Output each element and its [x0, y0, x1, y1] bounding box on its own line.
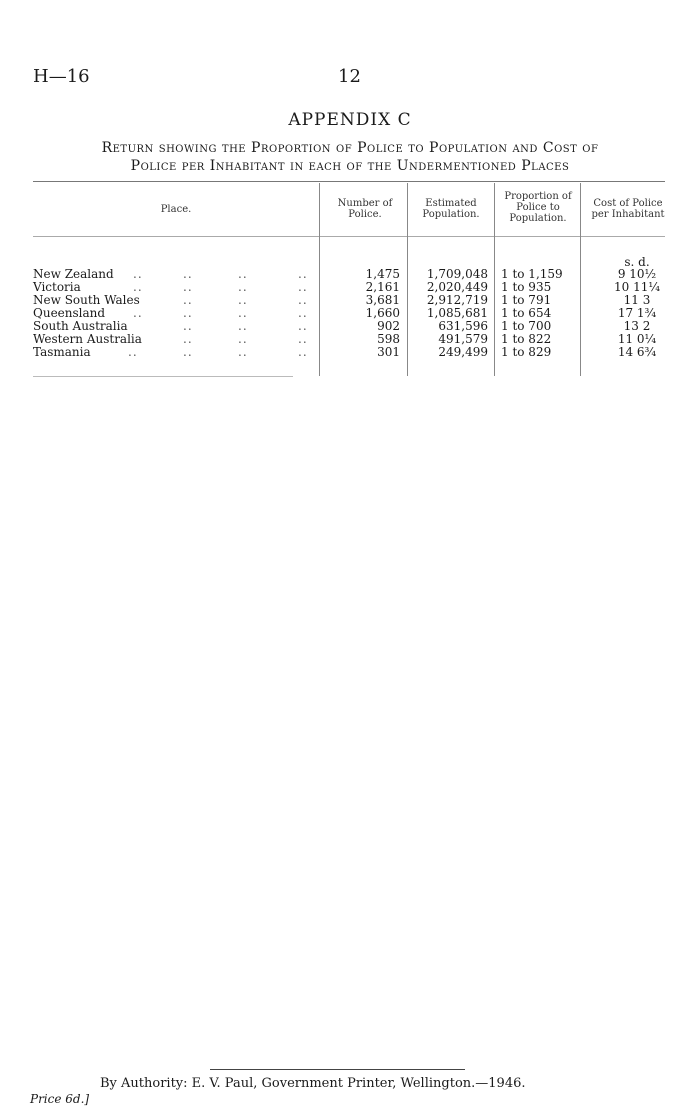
cell-cost: 14 6¾ [617, 345, 657, 359]
table-title-line-2: Police per Inhabitant in each of the Undermentioned Places [130, 158, 570, 174]
cell-place: Queensland [33, 306, 106, 320]
cell-place: Tasmania [33, 345, 91, 359]
table-title-line-1: Return showing the Proportion of Police to Population and Cost of [101, 140, 599, 156]
cell-police: 3,681 [365, 293, 400, 307]
page-number: 12 [338, 66, 361, 87]
price-note: Price 6d.] [30, 1092, 90, 1106]
cell-police: 1,660 [365, 306, 400, 320]
cell-cost: 10 11¼ [614, 280, 660, 294]
printer-authority: By Authority: E. V. Paul, Government Printer, Wellington.—1946. [100, 1076, 526, 1091]
table-row: Queensland .. .. .. .. 1,660 1,085,681 1 to 654 17 1¾ [33, 307, 673, 320]
table-row: New Zealand .. .. .. .. 1,475 1,709,048 1 to 1,159 9 10½ [33, 268, 673, 281]
cell-police: 902 [377, 319, 400, 333]
table-row: New South Wales .. .. .. 3,681 2,912,719 1 to 791 11 3 [33, 294, 673, 307]
cell-cost: 11 3 [623, 293, 651, 307]
header-cost: Cost of Police per Inhabitant [591, 198, 665, 220]
cell-proportion: 1 to 1,159 [501, 267, 563, 281]
cell-population: 631,596 [438, 319, 488, 333]
cell-proportion: 1 to 822 [501, 332, 552, 346]
footer-rule [210, 1069, 465, 1070]
cell-police: 598 [377, 332, 400, 346]
document-code: H—16 [33, 66, 90, 87]
cell-population: 1,085,681 [426, 306, 488, 320]
cost-units: s. d. [624, 255, 650, 269]
cell-cost: 13 2 [623, 319, 651, 333]
cell-place: New South Wales [33, 293, 140, 307]
cell-proportion: 1 to 654 [501, 306, 552, 320]
header-population: Estimated Population. [422, 198, 480, 220]
appendix-title: APPENDIX C [288, 110, 412, 130]
cell-police: 301 [377, 345, 400, 359]
cell-place: New Zealand [33, 267, 114, 281]
header-bottom-rule [33, 236, 665, 237]
cell-population: 491,579 [438, 332, 488, 346]
cell-place: Western Australia [33, 332, 142, 346]
cell-proportion: 1 to 791 [501, 293, 552, 307]
header-place: Place. [160, 204, 192, 215]
table-row: Tasmania .. .. .. .. 301 249,499 1 to 829 14 6¾ [33, 346, 673, 359]
header-police: Number of Police. [337, 198, 393, 220]
cell-population: 249,499 [438, 345, 488, 359]
cell-cost: 9 10½ [617, 267, 657, 281]
cell-population: 1,709,048 [426, 267, 488, 281]
cell-proportion: 1 to 829 [501, 345, 552, 359]
cell-police: 1,475 [365, 267, 400, 281]
cell-place: South Australia [33, 319, 128, 333]
table-row: Victoria .. .. .. .. 2,161 2,020,449 1 to 935 10 11¼ [33, 281, 673, 294]
table-row: Western Australia .. .. .. 598 491,579 1 to 822 11 0¼ [33, 333, 673, 346]
cell-place: Victoria [33, 280, 81, 294]
cell-population: 2,912,719 [426, 293, 488, 307]
header-proportion: Proportion of Police to Population. [504, 191, 572, 224]
table-row: South Australia .. .. .. 902 631,596 1 to 700 13 2 [33, 320, 673, 333]
table-top-rule [33, 181, 665, 182]
cell-police: 2,161 [365, 280, 400, 294]
cell-cost: 17 1¾ [617, 306, 657, 320]
cell-proportion: 1 to 700 [501, 319, 552, 333]
table-bottom-rule [33, 376, 293, 377]
cell-population: 2,020,449 [426, 280, 488, 294]
cell-proportion: 1 to 935 [501, 280, 552, 294]
cell-cost: 11 0¼ [617, 332, 657, 346]
